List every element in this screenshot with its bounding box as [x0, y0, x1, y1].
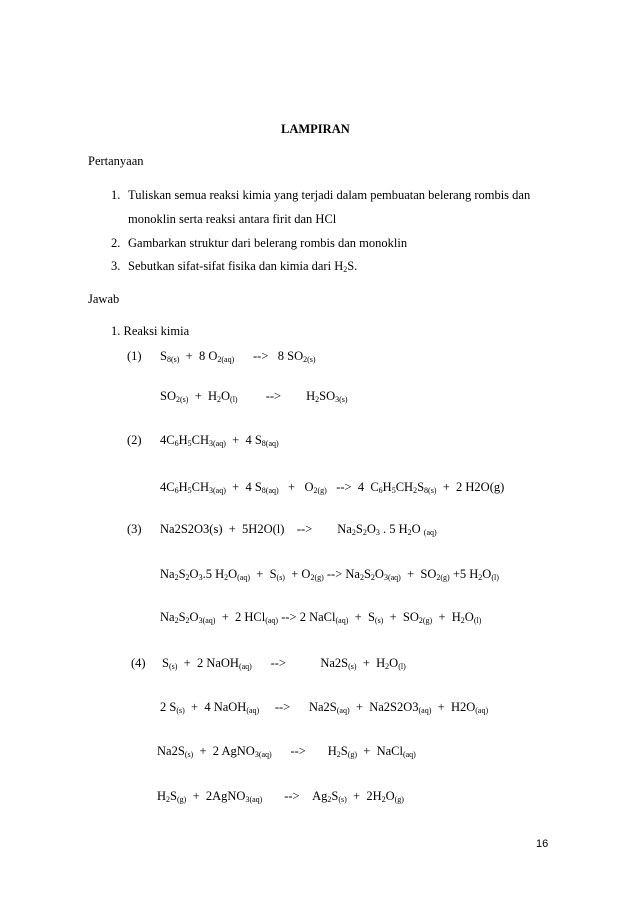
question-3-number: 3.	[111, 259, 121, 273]
question-3-sub: 2	[343, 265, 348, 274]
question-3-end: S.	[347, 259, 358, 273]
reaction-2a: $4C_6H_5CH_{3(aq)} + 4$ $S_{8(aq)}$	[160, 433, 279, 448]
reaction-4a: $S_{(s)} + 2$ NaOH$_{(aq)}$ --> $Na2S_{(s)} + H_2O_{(l)}$	[162, 656, 406, 671]
reaction-4d: $H_2S_{(g)}$ + 2AgNO$_{3(aq)}$ --> $Ag_2S_{(s)} + 2H_2O_{(g)}$	[157, 789, 404, 804]
reaction-label-4: (4)	[131, 656, 146, 670]
reaction-label-2: (2)	[127, 433, 142, 447]
reaction-3b: $Na_2S_2O_3.5$ $H_2O_{(aq)} + S_{(s)} + O_{2(g)}$ --> $Na_2S_2O_{3(aq)} + SO_{2(g)} +5$ $H_2O_{(l)}$	[160, 567, 499, 582]
question-1-line2: monoklin serta reaksi antara firit dan HCl	[128, 212, 337, 226]
page-number: 16	[536, 838, 549, 850]
question-1-number: 1.	[111, 188, 121, 202]
question-3-main: Sebutkan sifat-sifat fisika dan kimia dari H	[128, 259, 344, 273]
reaction-3c: $Na_2S_2O_{3(aq)} + 2$ HCl$_{(aq)}$ --> 2 NaCl$_{(aq)}$ + $S_{(s)} + SO_{2(g)} + H_2O_{(l)}$	[160, 610, 482, 625]
question-2-text: Gambarkan struktur dari belerang rombis dan monoklin	[128, 236, 408, 250]
reaction-2b: $4C_6H_5CH_{3(aq)} + 4$ $S_{8(aq)} + O_{2(g)}$ --> 4 $C_6H_5CH_2S_{8(s)} + 2$ H2O(g)	[160, 480, 505, 495]
reaction-1a: $S_{8(s)} + 8$ $O_{2(aq)}$ --> 8 $SO_{2(s)}$	[160, 349, 316, 364]
reaction-4c: $Na2S_{(s)} + 2$ AgNO$_{3(aq)}$ --> $H_2S_{(g)}$ + NaCl$_{(aq)}$	[157, 744, 416, 759]
reaction-label-3: (3)	[127, 522, 142, 536]
page-title: LAMPIRAN	[281, 122, 350, 136]
reaction-3a: Na2S2O3(s) + 5H2O(l) --> $Na_2S_2O_3$ . 5 $H_2O$ $_{(aq)}$	[160, 522, 437, 537]
answer-heading: 1. Reaksi kimia	[111, 324, 190, 338]
reaction-label-1: (1)	[127, 349, 142, 363]
reaction-1b: $SO_{2(s)} + H_2O_{(l)}$ --> $H_2SO_{3(s)}$	[160, 389, 348, 404]
question-2-number: 2.	[111, 236, 121, 250]
question-3-text	[128, 259, 357, 274]
section-pertanyaan: Pertanyaan	[88, 154, 144, 168]
question-1-line1: Tuliskan semua reaksi kimia yang terjadi dalam pembuatan belerang rombis dan	[128, 188, 531, 202]
reaction-4b: 2 $S_{(s)} + 4$ NaOH$_{(aq)}$ --> $Na2S_{(aq)} + Na2S2O3_{(aq)} + H2O_{(aq)}$	[160, 700, 489, 715]
section-jawab: Jawab	[88, 292, 120, 306]
